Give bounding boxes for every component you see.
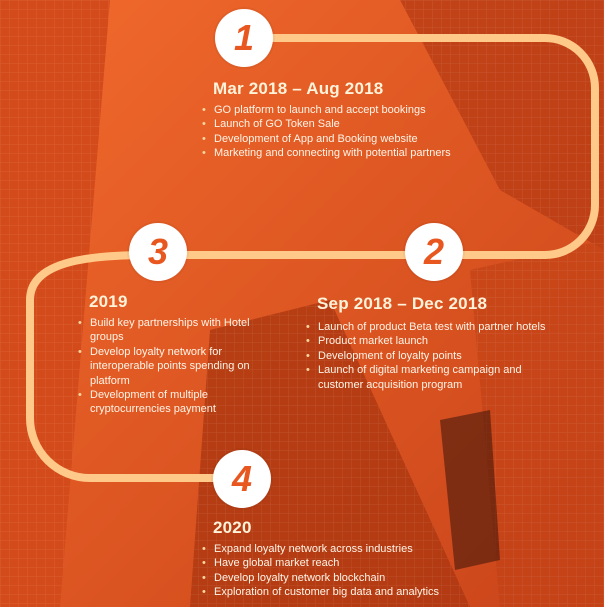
list-item: • Launch of digital marketing campaign and customer acquisition program [305, 363, 565, 392]
list-item: • GO platform to launch and accept bookings [201, 103, 456, 117]
list-item: • Launch of product Beta test with partner hotels [305, 320, 565, 334]
milestone-2-list [305, 320, 565, 392]
list-item: • Development of App and Booking website [201, 132, 456, 146]
list-item: • Launch of GO Token Sale [201, 117, 456, 131]
milestone-1-period: Mar 2018 – Aug 2018 [213, 79, 384, 98]
list-item: • Exploration of customer big data and analytics [201, 585, 491, 599]
milestone-2-number-badge: 2 [405, 223, 463, 281]
milestone-4-list [201, 542, 491, 600]
milestone-3-period: 2019 [89, 292, 128, 311]
list-item: • Build key partnerships with Hotel groups [77, 316, 262, 345]
milestone-2-period: Sep 2018 – Dec 2018 [317, 294, 488, 313]
milestone-1-number-badge: 1 [215, 9, 273, 67]
milestone-4-number-badge: 4 [213, 450, 271, 508]
list-item: • Develop loyalty network blockchain [201, 571, 491, 585]
milestone-4-period: 2020 [213, 518, 252, 537]
list-item: • Expand loyalty network across industries [201, 542, 491, 556]
milestone-3-number-badge: 3 [129, 223, 187, 281]
milestone-3-list [77, 316, 262, 417]
list-item: • Develop loyalty network for interoperable points spending on platform [77, 345, 262, 388]
list-item: • Development of loyalty points [305, 349, 565, 363]
list-item: • Have global market reach [201, 556, 491, 570]
milestone-1-list [201, 103, 456, 161]
list-item: • Product market launch [305, 334, 565, 348]
list-item: • Development of multiple cryptocurrencies payment [77, 388, 262, 417]
list-item: • Marketing and connecting with potential partners [201, 146, 456, 160]
